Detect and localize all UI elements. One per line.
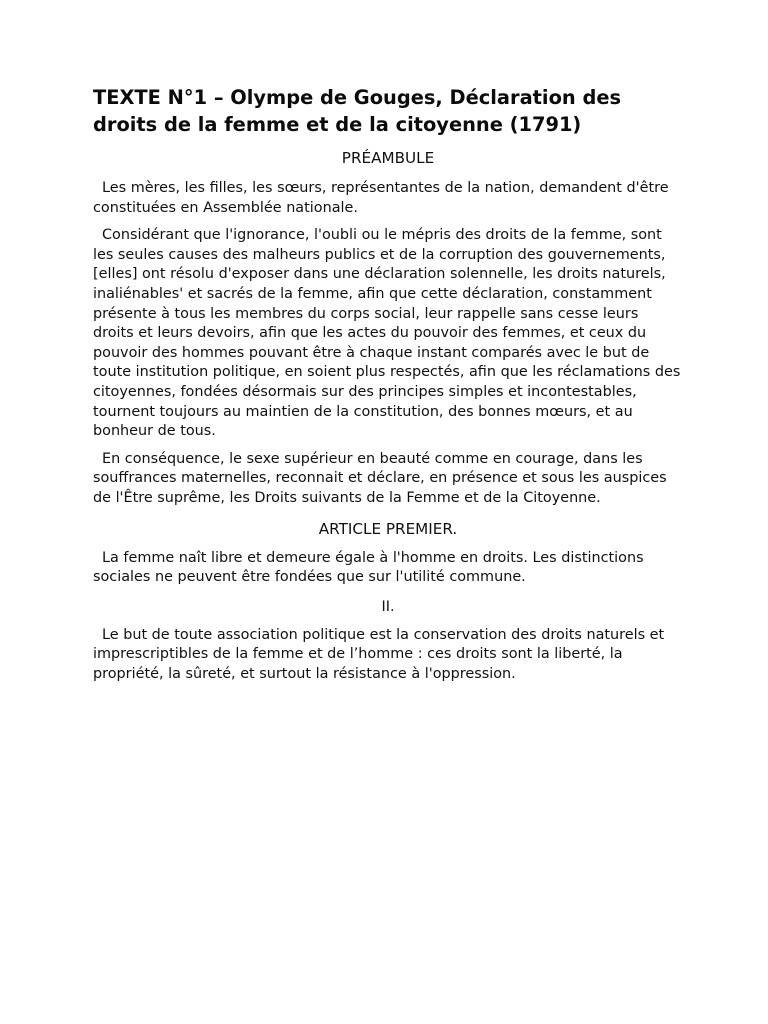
document-page <box>93 84 683 684</box>
preambule-heading: PRÉAMBULE <box>341 149 435 167</box>
document-title: TEXTE N°1 – Olympe de Gouges, Déclaration des droits de la femme et de la citoyenne (1791) <box>93 86 622 136</box>
preambule-paragraph-2: Considérant que l'ignorance, l'oubli ou le mépris des droits de la femme, sont les seules causes des malheurs publics et de la corruption des gouvernements, [elles] ont résolu d'exposer dans une déclaration solennelle, les droits naturels, inaliénables' et sacrés de la femme, afin que cette déclaration, constamment présente à tous les membres du corps social, leur rappelle sans cesse leurs droits et leurs devoirs, afin que les actes du pouvoir des femmes, et ceux du pouvoir des hommes pouvant être à chaque instant comparés avec le but de toute institution politique, en soient plus respectés, afin que les réclamations des citoyennes, fondées désormais sur des principes simples et incontestables, tournent toujours au maintien de la constitution, des bonnes mœurs, et au bonheur de tous. <box>93 227 681 440</box>
article-1-heading: ARTICLE PREMIER. <box>318 519 458 538</box>
preambule-paragraph-1: Les mères, les filles, les sœurs, représentantes de la nation, demandent d'être constituées en Assemblée nationale. <box>93 180 669 216</box>
article-2-text: Le but de toute association politique est la conservation des droits naturels et imprescriptibles de la femme et de l’homme : ces droits sont la liberté, la propriété, la sûreté, et surtout la résistance à l'oppression. <box>93 626 665 682</box>
article-2-heading: II. <box>381 598 395 615</box>
preambule-paragraph-3: En conséquence, le sexe supérieur en beauté comme en courage, dans les souffrances maternelles, reconnait et déclare, en présence et sous les auspices de l'Être suprême, les Droits suivants de la Femme et de la Citoyenne. <box>93 450 667 506</box>
article-1-text: La femme naît libre et demeure égale à l'homme en droits. Les distinctions sociales ne peuvent être fondées que sur l'utilité commune. <box>93 549 644 586</box>
